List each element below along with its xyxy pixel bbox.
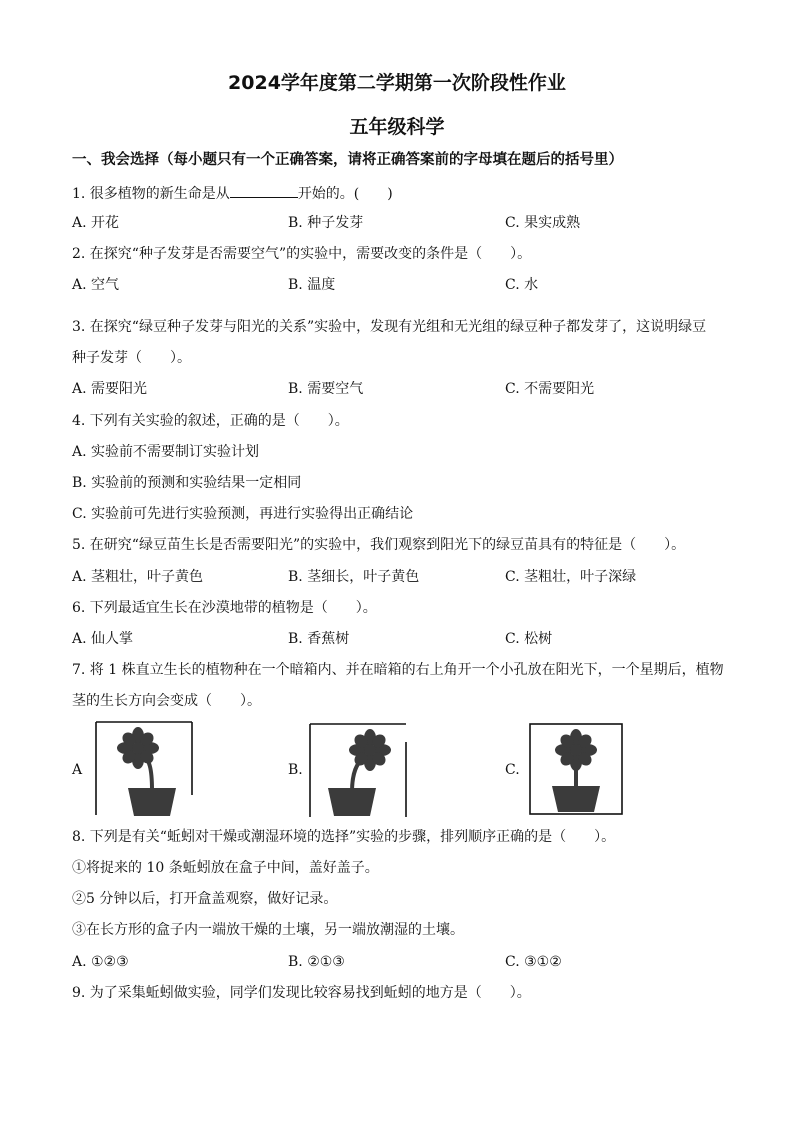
question-7-stem-line1: 7. 将 1 株直立生长的植物种在一个暗箱内、并在暗箱的右上角开一个小孔放在阳光下，一个星期后，植物	[72, 662, 724, 678]
question-3-stem-line1: 3. 在探究“绿豆种子发芽与阳光的关系”实验中，发现有光组和无光组的绿豆种子都发芽了，这说明绿豆	[72, 319, 707, 335]
option-b[interactable]: B. 温度	[288, 277, 336, 293]
question-5-stem: 5. 在研究“绿豆苗生长是否需要阳光”的实验中，我们观察到阳光下的绿豆苗具有的特征是（ ）。	[72, 537, 686, 553]
option-c[interactable]: C.	[505, 762, 520, 778]
question-1-stem	[72, 184, 393, 203]
page-subtitle: 五年级科学	[349, 116, 445, 138]
question-2-stem: 2. 在探究“种子发芽是否需要空气”的实验中，需要改变的条件是（ ）。	[72, 246, 532, 262]
option-c[interactable]: C. ③①②	[505, 954, 562, 970]
option-b[interactable]: B. 需要空气	[288, 381, 364, 397]
question-9-stem: 9. 为了采集蚯蚓做实验，同学们发现比较容易找到蚯蚓的地方是（ ）。	[72, 985, 531, 1001]
option-c[interactable]: C. 水	[505, 277, 539, 293]
option-c[interactable]: C. 不需要阳光	[505, 381, 595, 397]
option-b[interactable]: B.	[288, 762, 303, 778]
option-b[interactable]: B. 种子发芽	[288, 215, 364, 231]
option-b[interactable]: B. 茎细长，叶子黄色	[288, 569, 420, 585]
option-b[interactable]: B. 实验前的预测和实验结果一定相同	[72, 475, 302, 491]
flower	[117, 727, 159, 769]
option-a[interactable]: A. 空气	[72, 277, 120, 293]
flower	[555, 729, 597, 771]
option-a[interactable]: A	[72, 762, 83, 778]
step-1: ①将捉来的 10 条蚯蚓放在盒子中间，盖好盖子。	[72, 860, 379, 876]
option-c[interactable]: C. 松树	[505, 631, 553, 647]
page-title: 2024学年度第二学期第一次阶段性作业	[228, 72, 566, 94]
question-1-stem-end: 开始的。( )	[297, 186, 393, 202]
option-a[interactable]: A. ①②③	[72, 954, 129, 970]
question-1-stem-start: 1. 很多植物的新生命是从	[72, 186, 230, 202]
option-a[interactable]: A. 开花	[72, 215, 120, 231]
question-7-stem-line2: 茎的生长方向会变成（ ）。	[72, 693, 261, 709]
option-a[interactable]: A. 实验前不需要制订实验计划	[72, 444, 260, 460]
option-a[interactable]: A. 需要阳光	[72, 381, 148, 397]
question-6-stem: 6. 下列最适宜生长在沙漠地带的植物是（ ）。	[72, 600, 377, 616]
flower-pot	[552, 786, 600, 812]
plant-figure-b[interactable]	[308, 722, 408, 818]
plant-figure-c[interactable]	[528, 722, 624, 816]
question-8-stem: 8. 下列是有关“蚯蚓对干燥或潮湿环境的选择”实验的步骤，排列顺序正确的是（ ）。	[72, 829, 616, 845]
question-4-stem: 4. 下列有关实验的叙述，正确的是（ ）。	[72, 413, 349, 429]
step-2: ②5 分钟以后，打开盒盖观察，做好记录。	[72, 891, 338, 907]
option-a[interactable]: A. 仙人掌	[72, 631, 134, 647]
flower	[349, 729, 391, 771]
flower-pot	[328, 788, 376, 816]
answer-blank[interactable]	[230, 184, 298, 198]
question-3-stem-line2: 种子发芽（ ）。	[72, 350, 191, 366]
option-a[interactable]: A. 茎粗壮，叶子黄色	[72, 569, 204, 585]
option-c[interactable]: C. 果实成熟	[505, 215, 581, 231]
flower-pot	[128, 788, 176, 816]
option-c[interactable]: C. 实验前可先进行实验预测，再进行实验得出正确结论	[72, 506, 414, 522]
step-3: ③在长方形的盒子内一端放干燥的土壤，另一端放潮湿的土壤。	[72, 922, 464, 938]
option-b[interactable]: B. 香蕉树	[288, 631, 350, 647]
plant-figure-a[interactable]	[94, 720, 194, 816]
option-c[interactable]: C. 茎粗壮，叶子深绿	[505, 569, 637, 585]
section-heading: 一、我会选择（每小题只有一个正确答案，请将正确答案前的字母填在题后的括号里）	[72, 152, 623, 168]
option-b[interactable]: B. ②①③	[288, 954, 345, 970]
